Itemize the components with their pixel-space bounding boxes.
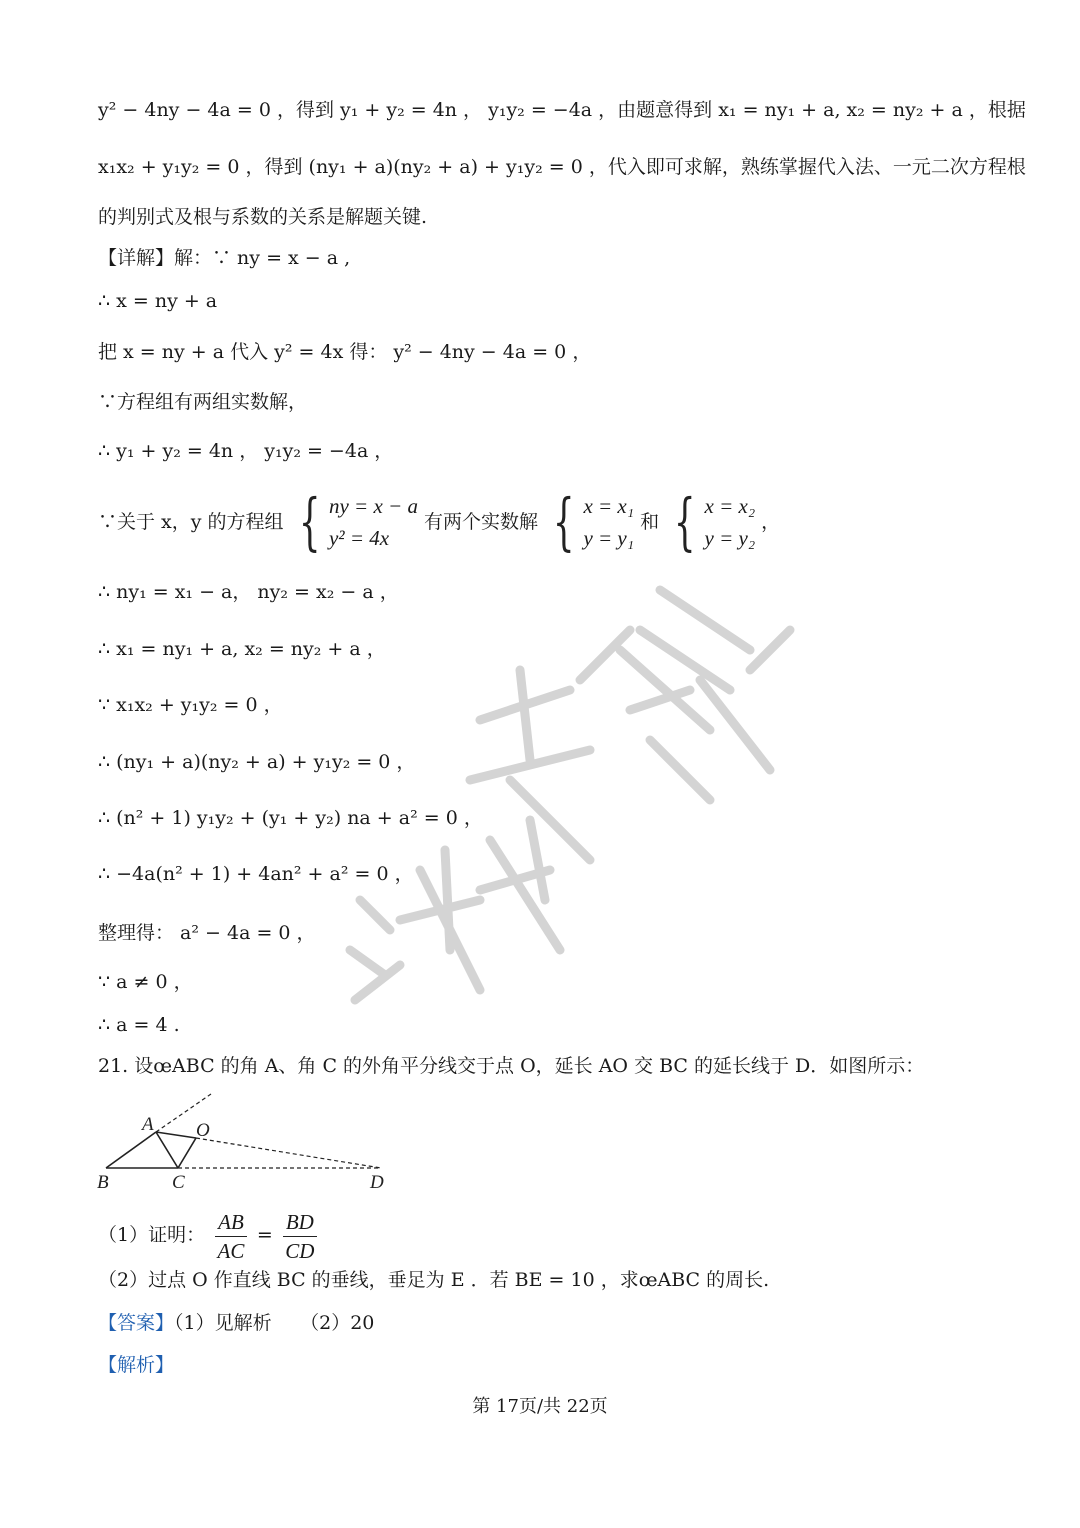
step-line-6: 把 x = ny + a 代入 y² = 4x 得： y² − 4ny − 4a = 0 ， — [98, 341, 592, 363]
equals-sign: = — [256, 1224, 273, 1246]
triangle-figure — [96, 1090, 396, 1190]
numerator-bd: BD — [283, 1208, 317, 1237]
system-mid-text: 有两个实数解 — [423, 511, 538, 533]
step-line-17: ∵ a ≠ 0 ， — [98, 971, 193, 993]
equation-system-1 — [290, 485, 418, 558]
system1-row2: y² = 4x — [328, 526, 390, 550]
step-line-15: ∴ −4a(n² + 1) + 4an² + a² = 0 ， — [98, 863, 414, 885]
detail-line-1 — [98, 244, 350, 272]
system-intro: ∵关于 x，y 的方程组 — [98, 511, 284, 533]
answer-tag: 【答案】 — [98, 1312, 175, 1334]
step-line-13: ∴ (ny₁ + a)(ny₂ + a) + y₁y₂ = 0 ， — [98, 751, 416, 773]
step-line-14: ∴ (n² + 1) y₁y₂ + (y₁ + y₂) na + a² = 0 ， — [98, 807, 483, 829]
answer-line — [98, 1309, 374, 1337]
label-C: C — [172, 1172, 185, 1190]
system1-row1: ny = x − a — [328, 494, 418, 518]
equation-system-3 — [665, 485, 756, 558]
part1-label: （1）证明： — [98, 1224, 206, 1246]
step-line-18: ∴ a = 4 . — [98, 1014, 180, 1036]
label-A: A — [142, 1114, 154, 1135]
system2-row1: x = x₁ — [583, 494, 635, 518]
line-end-comma: ， — [761, 511, 781, 533]
detail-text: 解：∵ ny = x − a , — [174, 247, 351, 269]
page-footer: 第 17页/共 22页 — [472, 1396, 608, 1417]
denominator-cd: CD — [285, 1238, 315, 1263]
step-line-8: ∴ y₁ + y₂ = 4n ， y₁y₂ = −4a ， — [98, 440, 394, 462]
watermark-stamp — [330, 570, 800, 1010]
answer-text: （1）见解析 （2）20 — [174, 1312, 375, 1334]
question-21-part-1 — [98, 1207, 321, 1265]
left-brace: { — [298, 485, 321, 558]
system3-row1: x = x₂ — [704, 494, 756, 518]
step-line-16: 整理得： a² − 4a = 0 ， — [98, 922, 316, 944]
analysis-line-1: y² − 4ny − 4a = 0 ，得到 y₁ + y₂ = 4n ， y₁y₂ = −4a ，由题意得到 x₁ = ny₁ + a, x₂ = ny₂ + a ，根据 — [98, 99, 1026, 121]
label-O: O — [196, 1120, 210, 1141]
denominator-ac: AC — [217, 1238, 245, 1263]
fraction-ab-ac — [215, 1208, 247, 1265]
step-line-9 — [98, 485, 781, 558]
system2-row2: y = y₁ — [583, 526, 635, 550]
step-line-10: ∴ ny₁ = x₁ − a， ny₂ = x₂ − a ， — [98, 581, 399, 603]
label-D: D — [370, 1172, 384, 1190]
and-text: 和 — [640, 511, 660, 533]
detail-tag: 【详解】 — [98, 247, 175, 269]
question-21-part-2: （2）过点 O 作直线 BC 的垂线，垂足为 E ．若 BE = 10 ，求œABC 的周长. — [98, 1269, 770, 1291]
step-line-7: ∵方程组有两组实数解， — [98, 391, 308, 413]
numerator-ab: AB — [215, 1208, 247, 1237]
equation-system-2 — [544, 485, 635, 558]
left-brace: { — [552, 485, 575, 558]
analysis-line-2: x₁x₂ + y₁y₂ = 0 ，得到 (ny₁ + a)(ny₂ + a) + y₁y₂ = 0 ，代入即可求解，熟练掌握代入法、一元二次方程根 — [98, 156, 1026, 178]
analysis-heading — [98, 1351, 174, 1379]
fraction-bd-cd — [283, 1208, 317, 1265]
step-line-12: ∵ x₁x₂ + y₁y₂ = 0 ， — [98, 694, 283, 716]
step-line-5: ∴ x = ny + a — [98, 290, 218, 312]
system3-row2: y = y₂ — [704, 526, 756, 550]
step-line-11: ∴ x₁ = ny₁ + a, x₂ = ny₂ + a ， — [98, 638, 386, 660]
question-21: 21. 设œABC 的角 A、角 C 的外角平分线交于点 O，延长 AO 交 BC 的延长线于 D．如图所示： — [98, 1055, 925, 1077]
label-B: B — [97, 1172, 109, 1190]
analysis-line-3: 的判别式及根与系数的关系是解题关键. — [98, 206, 428, 228]
analysis-tag: 【解析】 — [98, 1354, 175, 1376]
left-brace: { — [673, 485, 696, 558]
